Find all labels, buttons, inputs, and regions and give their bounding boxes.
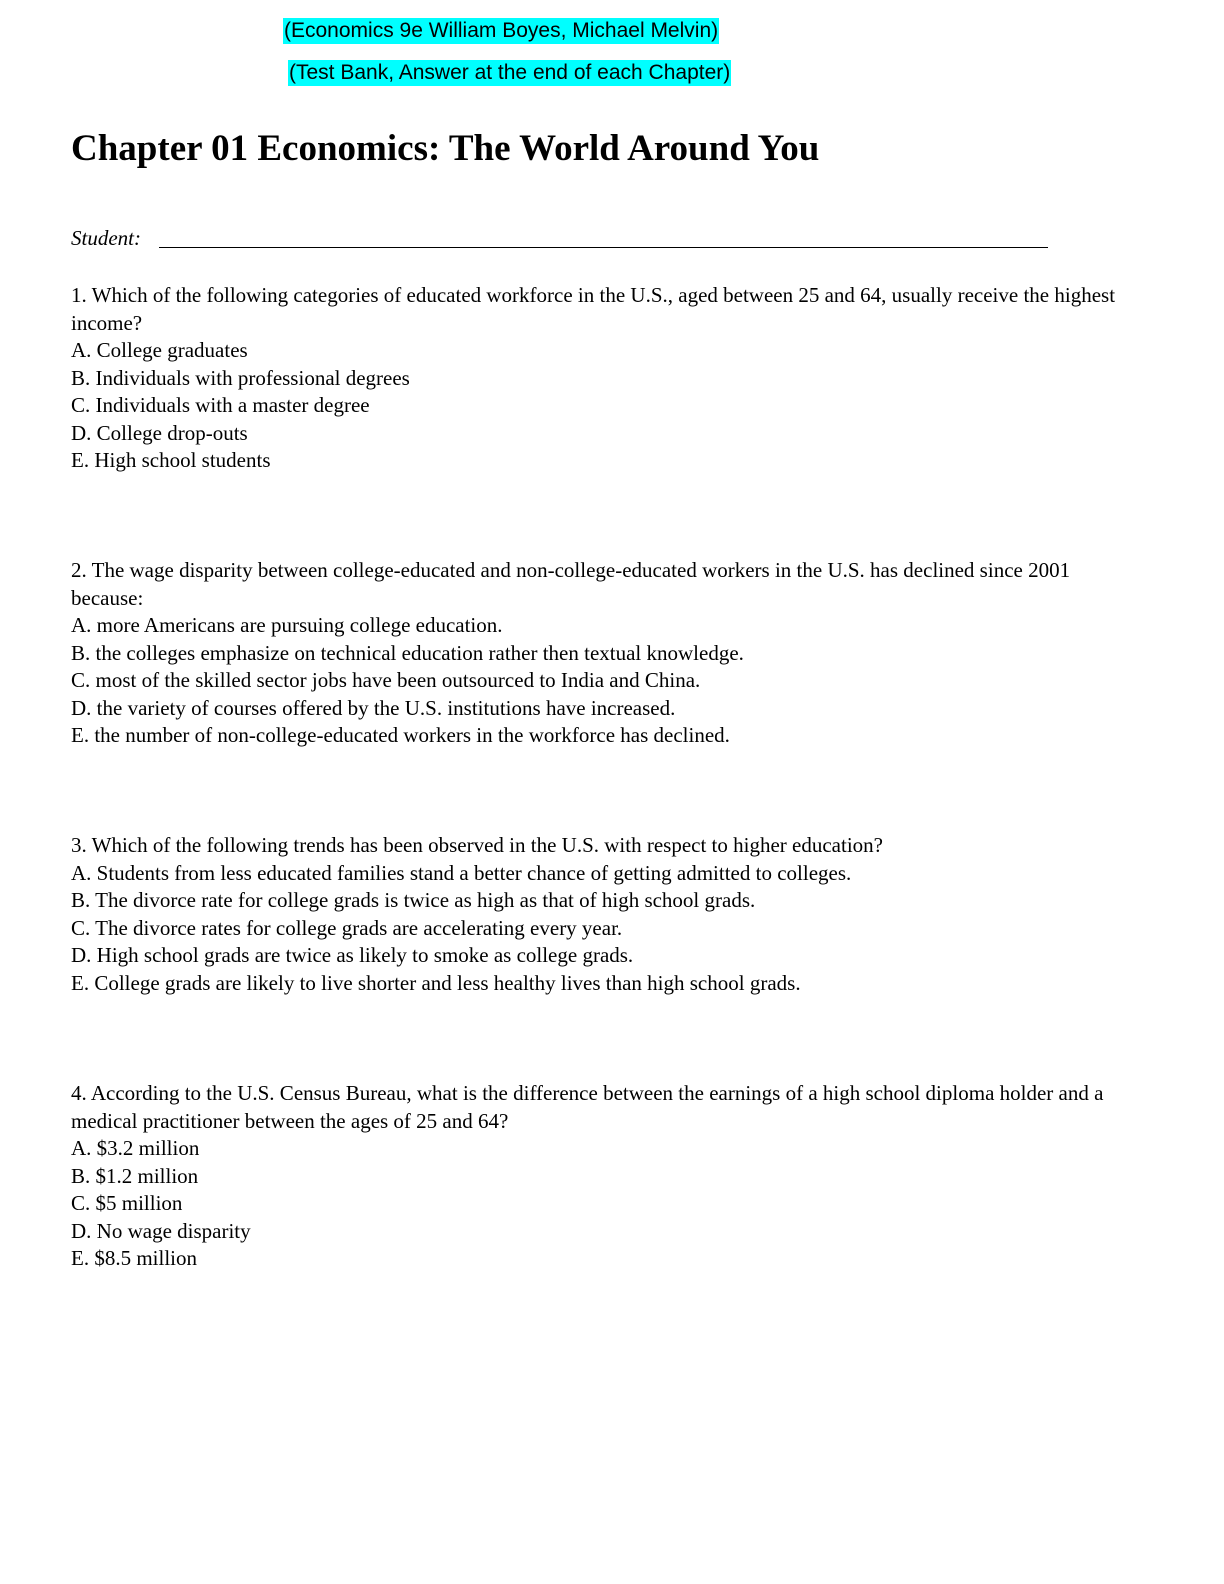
answer-option: C. Individuals with a master degree — [71, 393, 370, 417]
student-name-line — [159, 247, 1048, 248]
student-label: Student: — [71, 226, 141, 250]
answer-option: D. the variety of courses offered by the U.S. institutions have increased. — [71, 695, 676, 720]
answer-option: E. $8.5 million — [71, 1246, 197, 1270]
answer-options — [71, 1135, 1141, 1273]
answer-option: C. $5 million — [71, 1191, 183, 1215]
answer-options — [71, 612, 1141, 750]
answer-option: B. Individuals with professional degrees — [71, 365, 410, 390]
answer-option: C. most of the skilled sector jobs have been outsourced to India and China. — [71, 668, 701, 692]
answer-option: E. College grads are likely to live shorter and less healthy lives than high school grads. — [71, 970, 801, 995]
answer-option: D. No wage disparity — [71, 1218, 251, 1243]
answer-options — [71, 337, 1141, 475]
page-title: Chapter 01 Economics: The World Around You — [71, 128, 820, 169]
student-field — [71, 224, 1051, 252]
header-book-title: (Economics 9e William Boyes, Michael Melvin) — [284, 19, 719, 42]
answer-option: E. the number of non-college-educated workers in the workforce has declined. — [71, 723, 730, 747]
answer-option: C. The divorce rates for college grads are accelerating every year. — [71, 915, 623, 940]
answer-option: B. The divorce rate for college grads is twice as high as that of high school grads. — [71, 888, 756, 912]
header-test-bank-note: (Test Bank, Answer at the end of each Chapter) — [289, 61, 731, 84]
answer-option: A. Students from less educated families stand a better chance of getting admitted to colleges. — [71, 860, 852, 885]
question-text: 1. Which of the following categories of educated workforce in the U.S., aged between 25 and 64, usually receive the highest income? — [71, 283, 1116, 335]
answer-option: A. $3.2 million — [71, 1136, 200, 1160]
question-text: 2. The wage disparity between college-educated and non-college-educated workers in the U.S. has declined since 2001 because: — [71, 558, 1071, 610]
answer-option: B. the colleges emphasize on technical education rather then textual knowledge. — [71, 640, 744, 665]
answer-option: A. College graduates — [71, 338, 248, 362]
answer-option: D. High school grads are twice as likely to smoke as college grads. — [71, 943, 634, 967]
answer-option: B. $1.2 million — [71, 1163, 199, 1188]
answer-option: D. College drop-outs — [71, 420, 248, 445]
question-4 — [71, 1080, 1141, 1273]
question-text: 4. According to the U.S. Census Bureau, what is the difference between the earnings of a high school diploma holder and a medical practitioner between the ages of 25 and 64? — [71, 1081, 1104, 1133]
question-1 — [71, 282, 1141, 475]
question-2 — [71, 557, 1141, 750]
question-text: 3. Which of the following trends has been observed in the U.S. with respect to higher education? — [71, 833, 883, 857]
question-3 — [71, 832, 1141, 997]
answer-option: A. more Americans are pursuing college education. — [71, 613, 503, 637]
answer-option: E. High school students — [71, 448, 271, 472]
answer-options — [71, 860, 1141, 998]
